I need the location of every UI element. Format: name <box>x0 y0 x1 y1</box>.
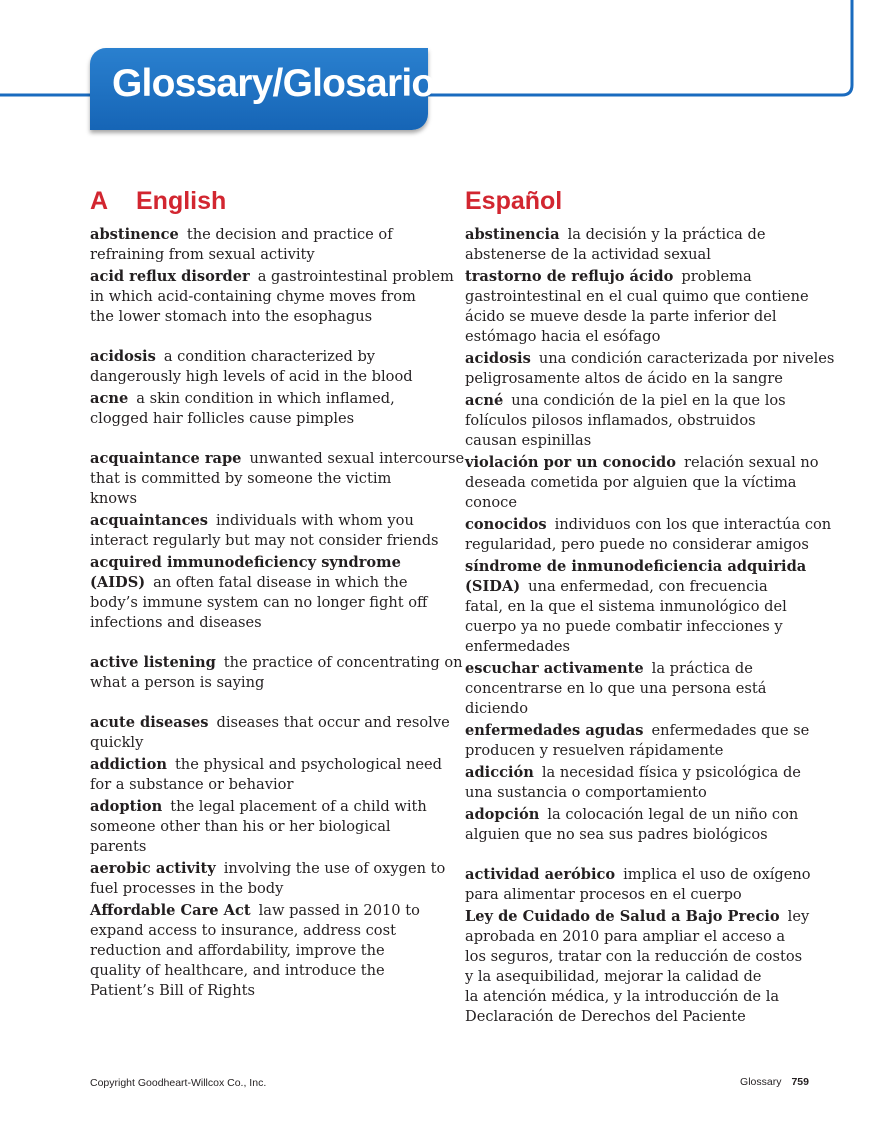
glossary-entry <box>465 453 817 513</box>
glossary-term: abstinencia <box>465 226 560 243</box>
glossary-term: escuchar activamente <box>465 660 644 677</box>
glossary-definition: unwanted sexual intercourse <box>249 450 465 467</box>
glossary-definition: the physical and psychological need <box>174 756 442 773</box>
glossary-definition: the practice of concentrating on <box>223 654 463 671</box>
spanish-column <box>465 185 835 1027</box>
page-title: Glossary/Glosario <box>112 62 435 105</box>
glossary-term: active listening <box>90 654 216 671</box>
glossary-entry <box>465 907 817 1027</box>
glossary-definition: una enfermedad, con frecuencia <box>528 578 768 595</box>
glossary-definition-line: infections and diseases <box>90 614 262 631</box>
glossary-entry <box>90 347 442 387</box>
glossary-term: acné <box>465 392 504 409</box>
glossary-definition: enfermedades que se <box>651 722 810 739</box>
spanish-heading <box>465 185 817 217</box>
glossary-definition-line: reduction and affordability, improve the <box>90 942 385 959</box>
glossary-entry <box>465 557 817 657</box>
glossary-term: acquired immunodeficiency syndrome <box>90 554 401 571</box>
glossary-entry <box>465 805 817 845</box>
glossary-term: violación por un conocido <box>465 454 676 471</box>
copyright: Copyright Goodheart-Willcox Co., Inc. <box>90 1077 267 1089</box>
glossary-term: acquaintances <box>90 512 208 529</box>
glossary-entry <box>90 859 446 899</box>
glossary-term: acidosis <box>90 348 156 365</box>
glossary-entry <box>90 755 442 795</box>
glossary-entry <box>90 797 442 857</box>
glossary-definition-line: quickly <box>90 734 144 751</box>
glossary-definition: a gastrointestinal problem <box>257 268 454 285</box>
glossary-term: adoption <box>90 798 163 815</box>
glossary-definition-line: causan espinillas <box>465 432 592 449</box>
glossary-definition-line: abstenerse de la actividad sexual <box>465 246 711 263</box>
glossary-entry <box>90 225 442 265</box>
glossary-entry <box>90 389 442 429</box>
glossary-entry <box>90 901 442 1001</box>
glossary-term: enfermedades agudas <box>465 722 644 739</box>
english-entries <box>90 225 465 1001</box>
glossary-entry <box>465 391 817 451</box>
section-letter: A <box>90 187 109 215</box>
spanish-entries <box>465 225 835 1027</box>
glossary-definition: involving the use of oxygen to <box>223 860 446 877</box>
page-number: 759 <box>791 1076 809 1088</box>
glossary-definition: law passed in 2010 to <box>258 902 420 919</box>
glossary-definition: la práctica de <box>651 660 753 677</box>
glossary-definition-line: aprobada en 2010 para ampliar el acceso a <box>465 928 786 945</box>
glossary-definition-line: the lower stomach into the esophagus <box>90 308 373 325</box>
glossary-term: adicción <box>465 764 534 781</box>
glossary-entry <box>90 267 454 327</box>
glossary-definition-line: interact regularly but may not consider friends <box>90 532 439 549</box>
glossary-definition-line: for a substance or behavior <box>90 776 294 793</box>
glossary-definition-line: diciendo <box>465 700 529 717</box>
english-column <box>90 185 465 1001</box>
glossary-term: acute diseases <box>90 714 209 731</box>
glossary-definition-line: una sustancia o comportamiento <box>465 784 707 801</box>
glossary-definition: individuals with whom you <box>215 512 414 529</box>
glossary-term: aerobic activity <box>90 860 216 877</box>
glossary-definition-line: enfermedades <box>465 638 571 655</box>
glossary-definition-line: someone other than his or her biological <box>90 818 391 835</box>
glossary-entry <box>465 865 817 905</box>
glossary-term: acquaintance rape <box>90 450 242 467</box>
glossary-definition-line: body’s immune system can no longer fight off <box>90 594 428 611</box>
glossary-term: síndrome de inmunodeficiencia adquirida <box>465 558 807 575</box>
glossary-definition-line: conoce <box>465 494 517 511</box>
glossary-definition: individuos con los que interactúa con <box>554 516 832 533</box>
glossary-definition-line: dangerously high levels of acid in the blood <box>90 368 413 385</box>
glossary-definition-line: quality of healthcare, and introduce the <box>90 962 385 979</box>
glossary-definition-line: parents <box>90 838 147 855</box>
glossary-definition: implica el uso de oxígeno <box>623 866 811 883</box>
glossary-definition: an often fatal disease in which the <box>153 574 408 591</box>
glossary-definition-line: expand access to insurance, address cost <box>90 922 396 939</box>
glossary-definition-line: knows <box>90 490 138 507</box>
glossary-definition: a condition characterized by <box>163 348 376 365</box>
glossary-entry <box>465 349 835 389</box>
glossary-entry <box>465 515 832 555</box>
glossary-term: addiction <box>90 756 167 773</box>
glossary-term: conocidos <box>465 516 547 533</box>
glossary-definition-line: estómago hacia el esófago <box>465 328 661 345</box>
glossary-definition: una condición caracterizada por niveles <box>538 350 835 367</box>
english-heading <box>90 185 442 217</box>
glossary-definition-line: clogged hair follicles cause pimples <box>90 410 355 427</box>
glossary-definition: problema <box>681 268 752 285</box>
glossary-entry <box>465 225 817 265</box>
glossary-definition: the decision and practice of <box>186 226 393 243</box>
glossary-definition-line: refraining from sexual activity <box>90 246 315 263</box>
glossary-definition-line: folículos pilosos inflamados, obstruidos <box>465 412 756 429</box>
glossary-term: adopción <box>465 806 540 823</box>
glossary-definition: diseases that occur and resolve <box>216 714 450 731</box>
glossary-term: acidosis <box>465 350 531 367</box>
glossary-definition-line: y la asequibilidad, mejorar la calidad de <box>465 968 762 985</box>
glossary-entry <box>465 659 817 719</box>
english-heading-label: English <box>136 187 227 215</box>
glossary-definition-line: what a person is saying <box>90 674 265 691</box>
glossary-definition: a skin condition in which inflamed, <box>136 390 395 407</box>
glossary-definition: ley <box>787 908 810 925</box>
glossary-term: Ley de Cuidado de Salud a Bajo Precio <box>465 908 780 925</box>
glossary-definition: la colocación legal de un niño con <box>547 806 799 823</box>
glossary-definition-line: in which acid-containing chyme moves from <box>90 288 416 305</box>
glossary-definition-line: Patient’s Bill of Rights <box>90 982 256 999</box>
glossary-definition-line: fuel processes in the body <box>90 880 284 897</box>
glossary-definition: la decisión y la práctica de <box>567 226 766 243</box>
glossary-entry <box>90 511 442 551</box>
glossary-term-continued: (SIDA) <box>465 578 521 595</box>
glossary-definition-line: concentrarse en lo que una persona está <box>465 680 767 697</box>
glossary-definition-line: regularidad, pero puede no considerar amigos <box>465 536 809 553</box>
glossary-definition-line: that is committed by someone the victim <box>90 470 392 487</box>
glossary-term: Affordable Care Act <box>90 902 251 919</box>
glossary-definition-line: deseada cometida por alguien que la víctima <box>465 474 797 491</box>
glossary-term: abstinence <box>90 226 179 243</box>
glossary-definition-line: cuerpo ya no puede combatir infecciones y <box>465 618 783 635</box>
glossary-term: trastorno de reflujo ácido <box>465 268 674 285</box>
glossary-definition-line: fatal, en la que el sistema inmunológico del <box>465 598 787 615</box>
glossary-term: acne <box>90 390 129 407</box>
footer-section: Glossary <box>740 1076 782 1088</box>
glossary-definition-line: la atención médica, y la introducción de la <box>465 988 780 1005</box>
glossary-entry <box>465 721 817 761</box>
glossary-definition: relación sexual no <box>683 454 819 471</box>
glossary-entry <box>465 267 817 347</box>
glossary-definition-line: Declaración de Derechos del Paciente <box>465 1008 746 1025</box>
glossary-entry <box>465 763 817 803</box>
glossary-definition: the legal placement of a child with <box>170 798 427 815</box>
glossary-definition-line: ácido se mueve desde la parte inferior del <box>465 308 777 325</box>
glossary-entry <box>90 553 442 633</box>
page-footer <box>740 1076 809 1088</box>
glossary-definition-line: peligrosamente altos de ácido en la sangre <box>465 370 783 387</box>
glossary-entry <box>90 653 463 693</box>
glossary-term: acid reflux disorder <box>90 268 250 285</box>
glossary-definition-line: gastrointestinal en el cual quimo que contiene <box>465 288 809 305</box>
glossary-definition-line: producen y resuelven rápidamente <box>465 742 724 759</box>
glossary-definition-line: los seguros, tratar con la reducción de costos <box>465 948 803 965</box>
glossary-definition-line: para alimentar procesos en el cuerpo <box>465 886 742 903</box>
glossary-term: actividad aeróbico <box>465 866 616 883</box>
spanish-heading-label: Español <box>465 187 563 215</box>
glossary-definition-line: alguien que no sea sus padres biológicos <box>465 826 768 843</box>
glossary-definition: la necesidad física y psicológica de <box>541 764 801 781</box>
glossary-term-continued: (AIDS) <box>90 574 146 591</box>
glossary-entry <box>90 449 465 509</box>
glossary-entry <box>90 713 450 753</box>
glossary-definition: una condición de la piel en la que los <box>511 392 786 409</box>
